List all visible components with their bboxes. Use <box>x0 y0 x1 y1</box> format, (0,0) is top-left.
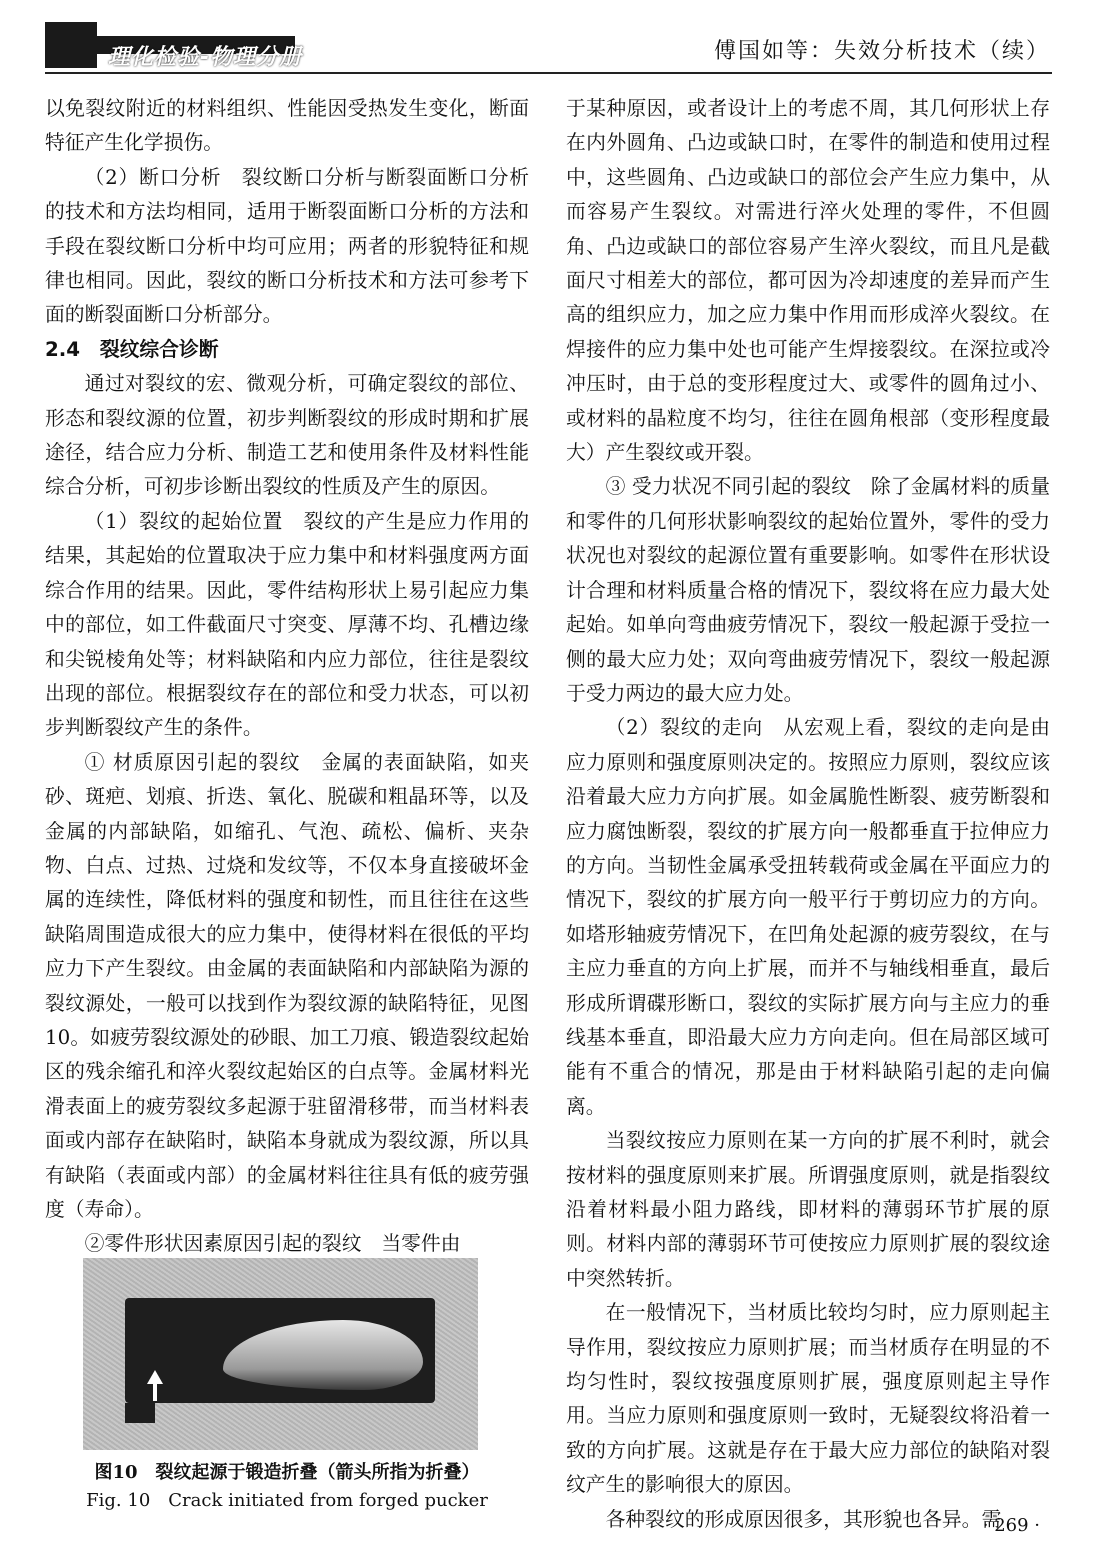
figure-caption-en: Fig. 10 Crack initiated from forged pucker <box>86 1490 488 1511</box>
paragraph: 各种裂纹的形成原因很多，其形貌也各异。需 <box>605 1507 1002 1531</box>
paragraph: ① 材质原因引起的裂纹 金属的表面缺陷，如夹砂、斑疤、划痕、折迭、氧化、脱碳和粗晶环等，以及金属的内部缺陷，如缩孔、气泡、疏松、偏析、夹杂物、白点、过热、过烧和发纹等，不仅本身直接破坏金属的连续性，降低材料的强度和韧性，而且往往在这些缺陷周围造成很大的应力集中，使得材料在很低的平均应力下产生裂纹。由金属的表面缺陷和内部缺陷为源的裂纹源处，一般可以找到作为裂纹源的缺陷特征，见图10。如疲劳裂纹源处的砂眼、加工刀痕、锻造裂纹起始区的残余缩孔和淬火裂纹起始区的白点等。金属材料光滑表面上的疲劳裂纹多起源于驻留滑移带，而当材料表面或内部存在缺陷时，缺陷本身就成为裂纹源，所以具有缺陷（表面或内部）的金属材料往往具有低的疲劳强度（寿命）。 <box>45 750 529 1221</box>
left-column <box>45 92 529 1262</box>
paragraph: （2）裂纹的走向 从宏观上看，裂纹的走向是由应力原则和强度原则决定的。按照应力原则，裂纹应该沿着最大应力方向扩展。如金属脆性断裂、疲劳断裂和应力腐蚀断裂，裂纹的扩展方向一般都垂直于拉伸应力的方向。当韧性金属承受扭转载荷或金属在平面应力的情况下，裂纹的扩展方向一般平行于剪切应力的方向。如塔形轴疲劳情况下，在凹角处起源的疲劳裂纹，在与主应力垂直的方向上扩展，而并不与轴线相垂直，最后形成所谓碟形断口，裂纹的实际扩展方向与主应力的垂线基本垂直，即沿最大应力方向走向。但在局部区域可能有不重合的情况，那是由于材料缺陷引起的走向偏离。 <box>566 716 1050 1118</box>
page-number: · 269 · <box>982 1515 1040 1536</box>
specimen-notch <box>125 1403 155 1423</box>
journal-title: 理化检验-物理分册 <box>108 45 303 70</box>
paragraph: （2）断口分析 裂纹断口分析与断裂面断口分析的技术和方法均相同，适用于断裂面断口分析的方法和手段在裂纹断口分析中均可应用；两者的形貌特征和规律也相同。因此，裂纹的断口分析技术和方法可参考下面的断裂面断口分析部分。 <box>45 165 529 327</box>
paragraph: （1）裂纹的起始位置 裂纹的产生是应力作用的结果，其起始的位置取决于应力集中和材料强度两方面综合作用的结果。因此，零件结构形状上易引起应力集中的部位，如工件截面尺寸突变、厚薄不均、孔槽边缘和尖锐棱角处等；材料缺陷和内应力部位，往往是裂纹出现的部位。根据裂纹存在的部位和受力状态，可以初步判断裂纹产生的条件。 <box>45 509 529 740</box>
paragraph: 当裂纹按应力原则在某一方向的扩展不利时，就会按材料的强度原则来扩展。所谓强度原则，就是指裂纹沿着材料最小阻力路线，即材料的薄弱环节扩展的原则。材料内部的薄弱环节可使按应力原则扩展的裂纹途中突然转折。 <box>566 1129 1050 1290</box>
section-heading: 2.4 裂纹综合诊断 <box>45 337 219 361</box>
right-column <box>566 92 1050 1537</box>
paragraph: 通过对裂纹的宏、微观分析，可确定裂纹的部位、形态和裂纹源的位置，初步判断裂纹的形成时期和扩展途径，结合应力分析、制造工艺和使用条件及材料性能综合分析，可初步诊断出裂纹的性质及产生的原因。 <box>45 372 529 499</box>
figure-caption-cn: 图10 裂纹起源于锻造折叠（箭头所指为折叠） <box>94 1462 480 1483</box>
page-header <box>0 0 1120 80</box>
paragraph: 以免裂纹附近的材料组织、性能因受热发生变化，断面特征产生化学损伤。 <box>45 97 529 155</box>
header-rule <box>45 72 1052 74</box>
paragraph: ②零件形状因素原因引起的裂纹 当零件由 <box>84 1232 461 1256</box>
figure-10-photo <box>83 1258 478 1450</box>
paragraph: ③ 受力状况不同引起的裂纹 除了金属材料的质量和零件的几何形状影响裂纹的起始位置外，零件的受力状况也对裂纹的起源位置有重要影响。如零件在形状设计合理和材料质量合格的情况下，裂纹将在应力最大处起始。如单向弯曲疲劳情况下，裂纹一般起源于受拉一侧的最大应力处；双向弯曲疲劳情况下，裂纹一般起源于受力两边的最大应力处。 <box>566 475 1050 705</box>
paragraph: 于某种原因，或者设计上的考虑不周，其几何形状上存在内外圆角、凸边或缺口时，在零件的制造和使用过程中，这些圆角、凸边或缺口的部位会产生应力集中，从而容易产生裂纹。对需进行淬火处理的零件，不但圆角、凸边或缺口的部位容易产生淬火裂纹，而且凡是截面尺寸相差大的部位，都可因为冷却速度的差异而产生高的组织应力，加之应力集中作用而形成淬火裂纹。在焊接件的应力集中处也可能产生焊接裂纹。在深拉或冷冲压时，由于总的变形程度过大、或零件的圆角过小、或材料的晶粒度不均匀，往往在圆角根部（变形程度最大）产生裂纹或开裂。 <box>566 97 1050 465</box>
arrow-shaft <box>153 1383 157 1401</box>
paragraph: 在一般情况下，当材质比较均匀时，应力原则起主导作用，裂纹按应力原则扩展；而当材质存在明显的不均匀性时，裂纹按强度原则扩展，强度原则起主导作用。当应力原则和强度原则一致时，无疑裂纹将沿着一致的方向扩展。这就是存在于最大应力部位的缺陷对裂纹产生的影响很大的原因。 <box>566 1301 1050 1497</box>
arrow-up-icon <box>147 1370 163 1384</box>
running-title: 傅国如等：失效分析技术（续） <box>713 39 1050 64</box>
